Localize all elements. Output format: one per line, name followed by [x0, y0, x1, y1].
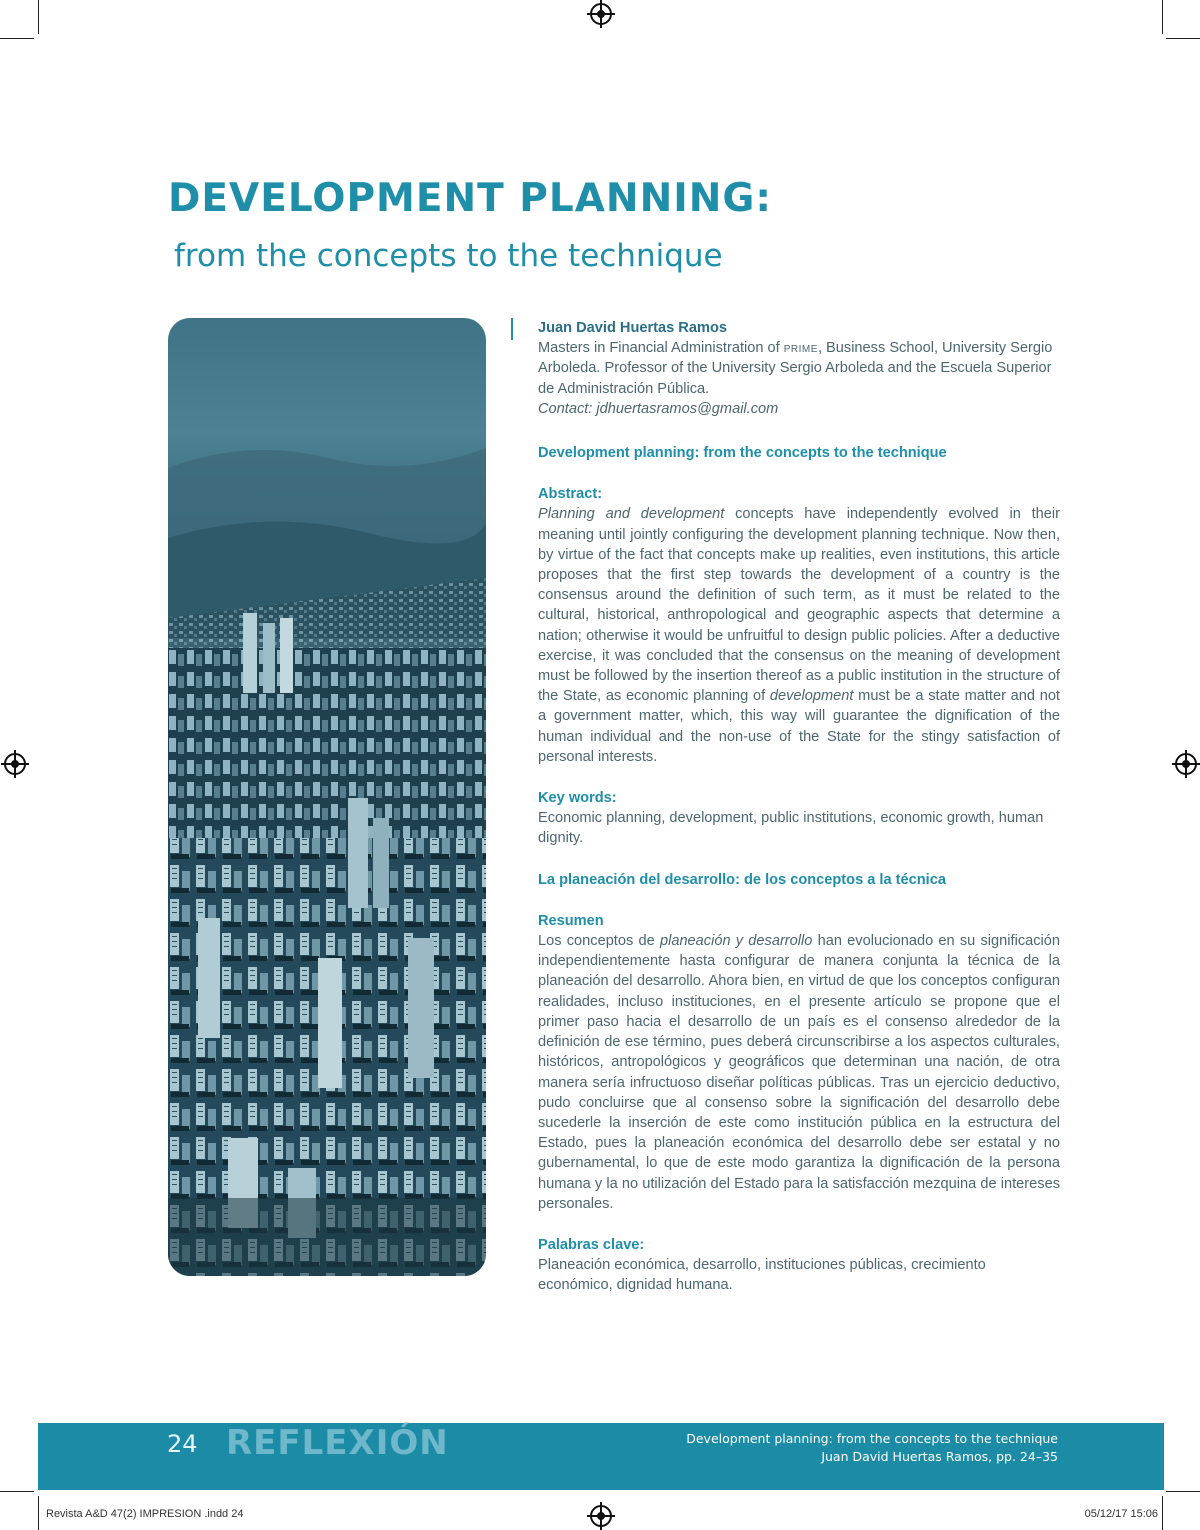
running-title: Development planning: from the concepts to the technique	[686, 1431, 1058, 1446]
palabras-clave-label: Palabras clave:	[538, 1236, 645, 1253]
registration-mark-icon	[4, 753, 26, 775]
resumen-text: Los conceptos de planeación y desarrollo han evolucionado en su significación independientemente hasta configurar de manera conjunta la técnica de la planeación del desarrollo. Ahora bien, en virtud de que los conceptos configuran realidades, incluso instituciones, en el presente artículo se propone que el primer paso hacia el desarrollo de un país es el consenso alrededor de la definición de ese término, pues deberá circunscribirse a los aspectos culturales, históricos, antropológicos y geográficos que determinan una nación, de otra manera sería infructuoso diseñar políticas públicas. Tras un ejercicio deductivo, pudo concluirse que al consenso sobre la significación del desarrollo debe sucederle la inserción de este como institución pública en la estructura del Estado, pues la planeación económica del desarrollo debe ser estatal y no gubernamental, lo que de este modo garantiza la dignificación de la persona humana y la no utilización del Estado para la satisfacción mezquina de intereses personales.	[538, 933, 1060, 1212]
spanish-title: La planeación del desarrollo: de los conceptos a la técnica	[538, 871, 946, 888]
english-title: Development planning: from the concepts to the technique	[538, 445, 947, 462]
crop-mark	[1166, 1491, 1200, 1492]
section-name: REFLEXIÓN	[226, 1423, 449, 1463]
print-slug-file: Revista A&D 47(2) IMPRESION .indd 24	[46, 1508, 244, 1520]
article-title: DEVELOPMENT PLANNING:	[168, 176, 772, 221]
crop-mark	[0, 1491, 34, 1492]
crop-mark	[1162, 0, 1163, 34]
running-author: Juan David Huertas Ramos, pp. 24–35	[821, 1449, 1058, 1464]
author-name: Juan David Huertas Ramos	[538, 320, 727, 336]
crop-mark	[38, 0, 39, 34]
resumen-label: Resumen	[538, 912, 604, 929]
author-contact: Contact: jdhuertasramos@gmail.com	[538, 400, 779, 417]
registration-mark-icon	[590, 1505, 612, 1527]
abstract-column	[538, 318, 1060, 1296]
city-aerial-photo	[168, 318, 486, 1276]
crop-mark	[1162, 1496, 1163, 1530]
abstract-text: Planning and development concepts have independently evolved in their meaning until jointly configuring the development planning technique. Now then, by virtue of the fact that concepts make up realities, even institutions, this article proposes that the first step towards the development of a country is the consensus around the definition of such term, as it must be related to the cultural, historical, anthropological and geographic aspects that determine a nation; otherwise it would be unfruitful to design public policies. After a deductive exercise, it was concluded that the consensus on the meaning of development must be followed by the insertion thereof as a public institution in the structure of the State, as economic planning of development must be a state matter and not a government matter, which, this way will guarantee the dignification of the human individual and the non-use of the State for the stingy satisfaction of personal interests.	[538, 506, 1060, 765]
registration-mark-icon	[1175, 753, 1197, 775]
abstract-label: Abstract:	[538, 486, 603, 503]
crop-mark	[38, 1496, 39, 1530]
crop-mark	[0, 38, 34, 39]
registration-mark-icon	[590, 3, 612, 25]
palabras-clave-text: Planeación económica, desarrollo, instituciones públicas, crecimiento económico, dignidad humana.	[538, 1257, 986, 1294]
print-slug-date: 05/12/17 15:06	[1084, 1508, 1158, 1520]
crop-mark	[1166, 38, 1200, 39]
running-header	[686, 1430, 1058, 1466]
article-subtitle: from the concepts to the technique	[174, 238, 723, 274]
keywords-label: Key words:	[538, 790, 617, 807]
accent-rule	[511, 318, 513, 340]
author-affiliation: Masters in Financial Administration of prime, Business School, University Sergio Arboleda. Professor of the University Sergio Arboleda and the Escuela Superior de Administración Pública.	[538, 340, 1053, 397]
keywords-text: Economic planning, development, public institutions, economic growth, human dignity.	[538, 810, 1044, 847]
page-number: 24	[167, 1430, 198, 1458]
